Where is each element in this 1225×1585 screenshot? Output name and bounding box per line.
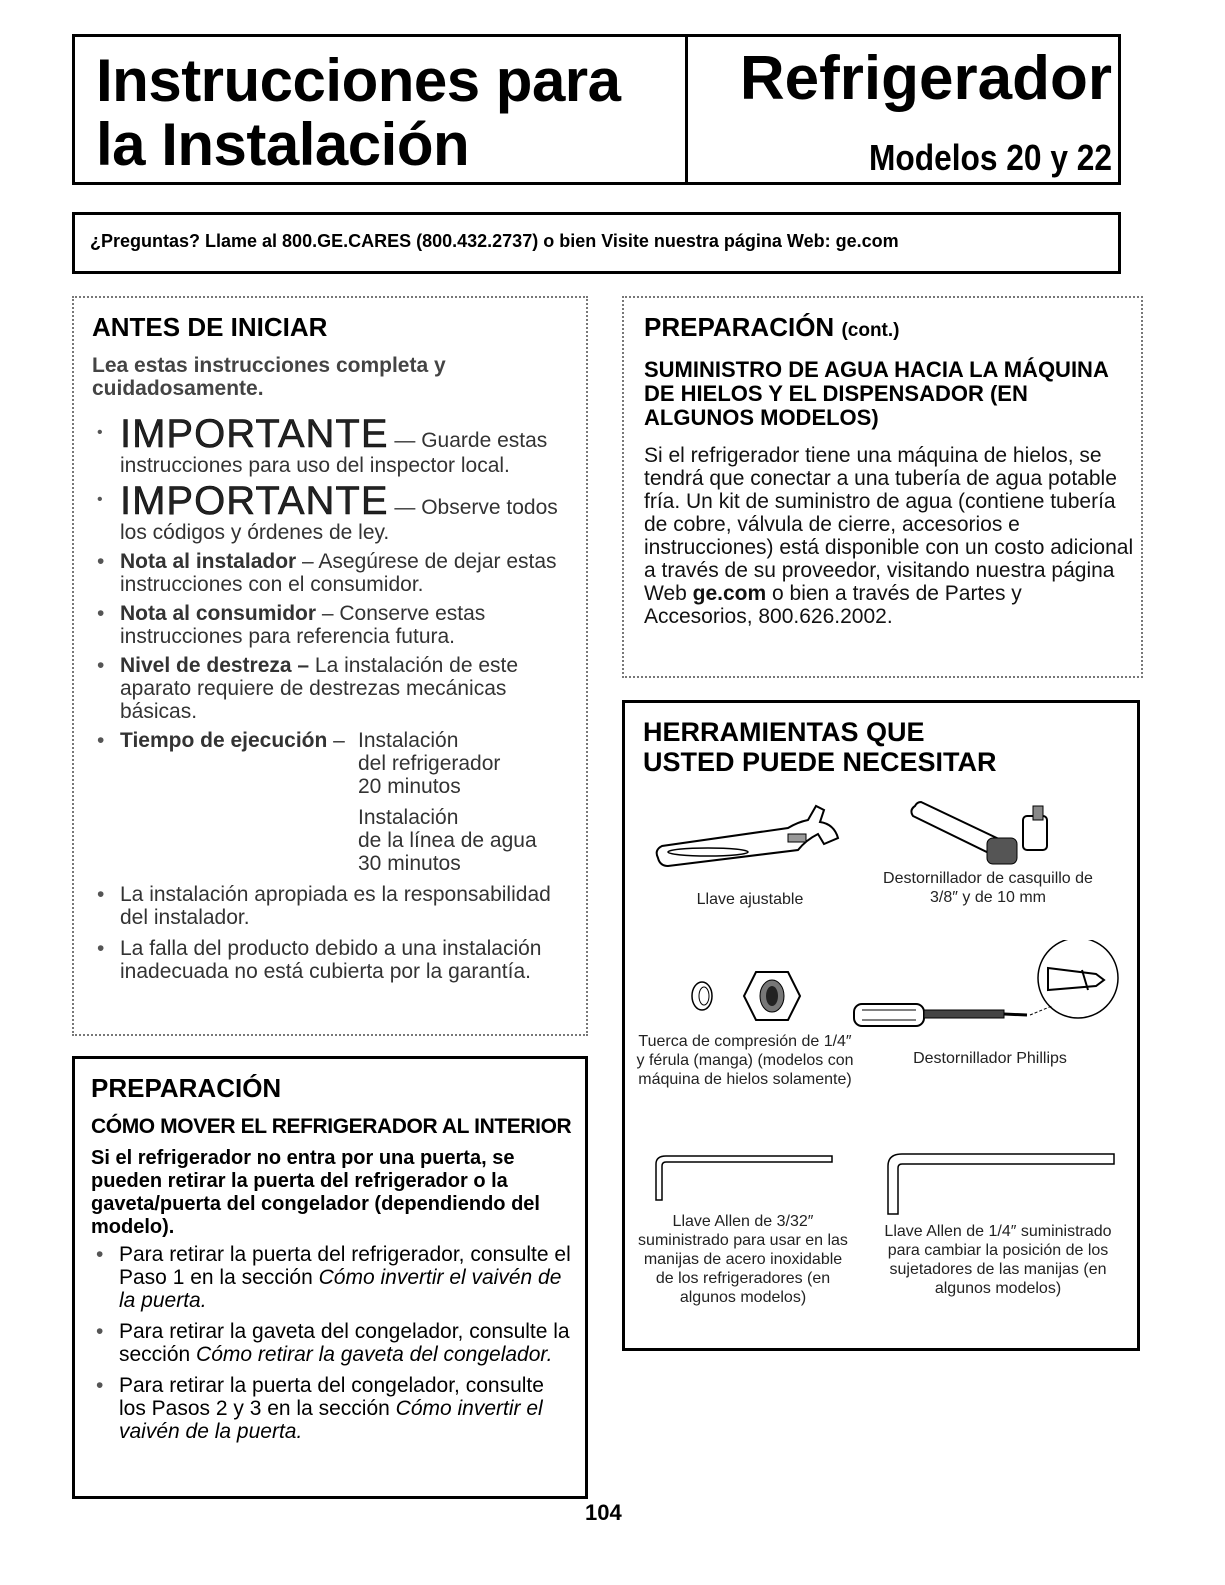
bullet-icon: • <box>97 602 105 625</box>
prep-cont-suffix: (cont.) <box>841 320 900 341</box>
list-item-lead: Nivel de destreza – <box>120 654 310 677</box>
time-2-label-b: de la línea de agua <box>358 829 537 852</box>
tool-caption: Destornillador Phillips <box>913 1050 1067 1067</box>
prep-cont-heading-text: PREPARACIÓN <box>644 312 835 342</box>
socket-driver-icon <box>895 796 1075 876</box>
tool-caption: Llave Allen de 3/32″ suministrado para usar en las manijas de acero inoxidable de los refrigeradores (en algunos modelos) <box>638 1213 848 1306</box>
allen-wrench-small-icon <box>650 1150 840 1206</box>
list-item <box>92 602 572 648</box>
phillips-screwdriver-icon <box>852 940 1132 1040</box>
list-item <box>92 414 572 477</box>
bullet-icon: • <box>97 424 103 441</box>
title-line-1: Instrucciones para <box>96 47 621 114</box>
list-item-text: – Asegúrese de dejar estas instrucciones con el consumidor. <box>120 550 557 596</box>
prep-cont-heading <box>644 312 1135 346</box>
list-item-ref: Cómo invertir el vaivén de la puerta. <box>119 1266 562 1312</box>
tool-caption: Llave ajustable <box>696 891 804 908</box>
tool-caption: Destornillador de casquillo de 3/8″ y de 10 mm <box>883 870 1093 906</box>
header-divider <box>685 34 688 185</box>
prep-section-box <box>72 1056 588 1499</box>
bullet-icon: • <box>97 883 105 906</box>
list-item-text: — Observe todos los códigos y órdenes de ley. <box>120 496 558 544</box>
prep-bold-intro: Si el refrigerador no entra por una puerta, se pueden retirar la puerta del refrigerador o la gaveta/puerta del congelador (dependiendo del modelo). <box>91 1147 540 1238</box>
list-item-ref: Cómo retirar la gaveta del congelador. <box>196 1343 553 1366</box>
bullet-icon: • <box>97 550 105 573</box>
prep-cont-body-tail: o bien a través de Partes y Accesorios, 800.626.2002. <box>644 582 1022 628</box>
important-label: IMPORTANTE <box>120 412 389 456</box>
bullet-icon: • <box>97 654 105 677</box>
prep-cont-body <box>644 444 1135 628</box>
list-item-text: La instalación apropiada es la responsabilidad del instalador. <box>120 883 551 929</box>
time-1-label: Instalación <box>358 729 459 752</box>
important-label: IMPORTANTE <box>120 479 389 523</box>
bullet-icon: • <box>97 491 103 508</box>
prep-heading: PREPARACIÓN <box>91 1073 282 1103</box>
product-title: Refrigerador <box>739 44 1112 113</box>
list-item-text: Para retirar la puerta del refrigerador, consulte el Paso 1 en la sección <box>119 1243 571 1289</box>
list-item-text: Para retirar la gaveta del congelador, consulte la sección <box>119 1320 570 1366</box>
list-item-lead: Nota al instalador <box>120 550 297 573</box>
time-2-label: Instalación <box>358 806 459 829</box>
prep-cont-subheading: SUMINISTRO DE AGUA HACIA LA MÁQUINA DE HIELOS Y EL DISPENSADOR (EN ALGUNOS MODELOS) <box>644 357 1109 430</box>
antes-heading: ANTES DE INICIAR <box>92 312 328 342</box>
time-dash: – <box>327 729 345 752</box>
list-item <box>91 1243 575 1312</box>
bullet-icon: • <box>96 1320 104 1343</box>
list-item <box>91 1320 575 1366</box>
prep-list <box>91 1243 575 1443</box>
list-item-text: — Guarde estas instrucciones para uso del inspector local. <box>120 429 548 477</box>
list-item <box>92 883 572 929</box>
list-item-lead: Nota al consumidor <box>120 602 317 625</box>
allen-wrench-large-icon <box>880 1148 1120 1220</box>
time-1-label-b: del refrigerador <box>358 752 501 775</box>
prep-cont-section-box <box>622 296 1143 678</box>
contact-text: ¿Preguntas? Llame al 800.GE.CARES (800.432.2737) o bien Visite nuestra página Web: ge.com <box>90 231 899 251</box>
tools-heading: HERRAMIENTAS QUE USTED PUEDE NECESITAR <box>643 717 997 777</box>
list-item-text: – Conserve estas instrucciones para referencia futura. <box>120 602 486 648</box>
website-link[interactable]: ge.com <box>692 582 767 605</box>
adjustable-wrench-icon <box>648 800 848 880</box>
bullet-icon: • <box>97 729 105 752</box>
bullet-icon: • <box>97 937 105 960</box>
antes-list <box>92 414 572 983</box>
title-line-2: la Instalación <box>96 111 470 178</box>
list-item-text: La falla del producto debido a una instalación inadecuada no está cubierta por la garantía. <box>120 937 542 983</box>
list-item <box>92 729 572 879</box>
time-lead: Tiempo de ejecución <box>120 729 328 752</box>
antes-intro: Lea estas instrucciones completa y cuidadosamente. <box>92 354 446 400</box>
tool-caption: Llave Allen de 1/4″ suministrado para cambiar la posición de los sujetadores de las manijas (en algunos modelos) <box>884 1223 1112 1297</box>
time-values <box>358 729 537 875</box>
time-2-value: 30 minutos <box>358 852 461 875</box>
antes-section-box <box>72 296 588 1036</box>
time-1-value: 20 minutos <box>358 775 461 798</box>
bullet-icon: • <box>96 1374 104 1397</box>
list-item <box>91 1374 575 1443</box>
models-subtitle: Modelos 20 y 22 <box>869 137 1112 178</box>
prep-cont-body-text: Si el refrigerador tiene una máquina de hielos, se tendrá que conectar a una tubería de agua potable fría. Un kit de suministro de agua (contiene tubería de cobre, válvula de cierre, accesorios e instrucciones) está disponible con un costo adicional a través de su proveedor, visitando nuestra página Web <box>644 444 1134 605</box>
list-item <box>92 937 572 983</box>
prep-subheading: CÓMO MOVER EL REFRIGERADOR AL INTERIOR <box>91 1115 572 1138</box>
list-item <box>92 481 572 544</box>
list-item <box>92 550 572 596</box>
list-item-text: La instalación de este aparato requiere de destrezas mecánicas básicas. <box>120 654 519 723</box>
tool-caption: Tuerca de compresión de 1/4″ y férula (manga) (modelos con máquina de hielos solamente) <box>636 1033 854 1088</box>
list-item-ref: Cómo invertir el vaivén de la puerta. <box>119 1397 543 1443</box>
bullet-icon: • <box>96 1243 104 1266</box>
page-number: 104 <box>585 1500 622 1525</box>
list-item-text: Para retirar la puerta del congelador, consulte los Pasos 2 y 3 en la sección <box>119 1374 544 1420</box>
compression-nut-icon <box>676 962 816 1032</box>
list-item <box>92 654 572 723</box>
